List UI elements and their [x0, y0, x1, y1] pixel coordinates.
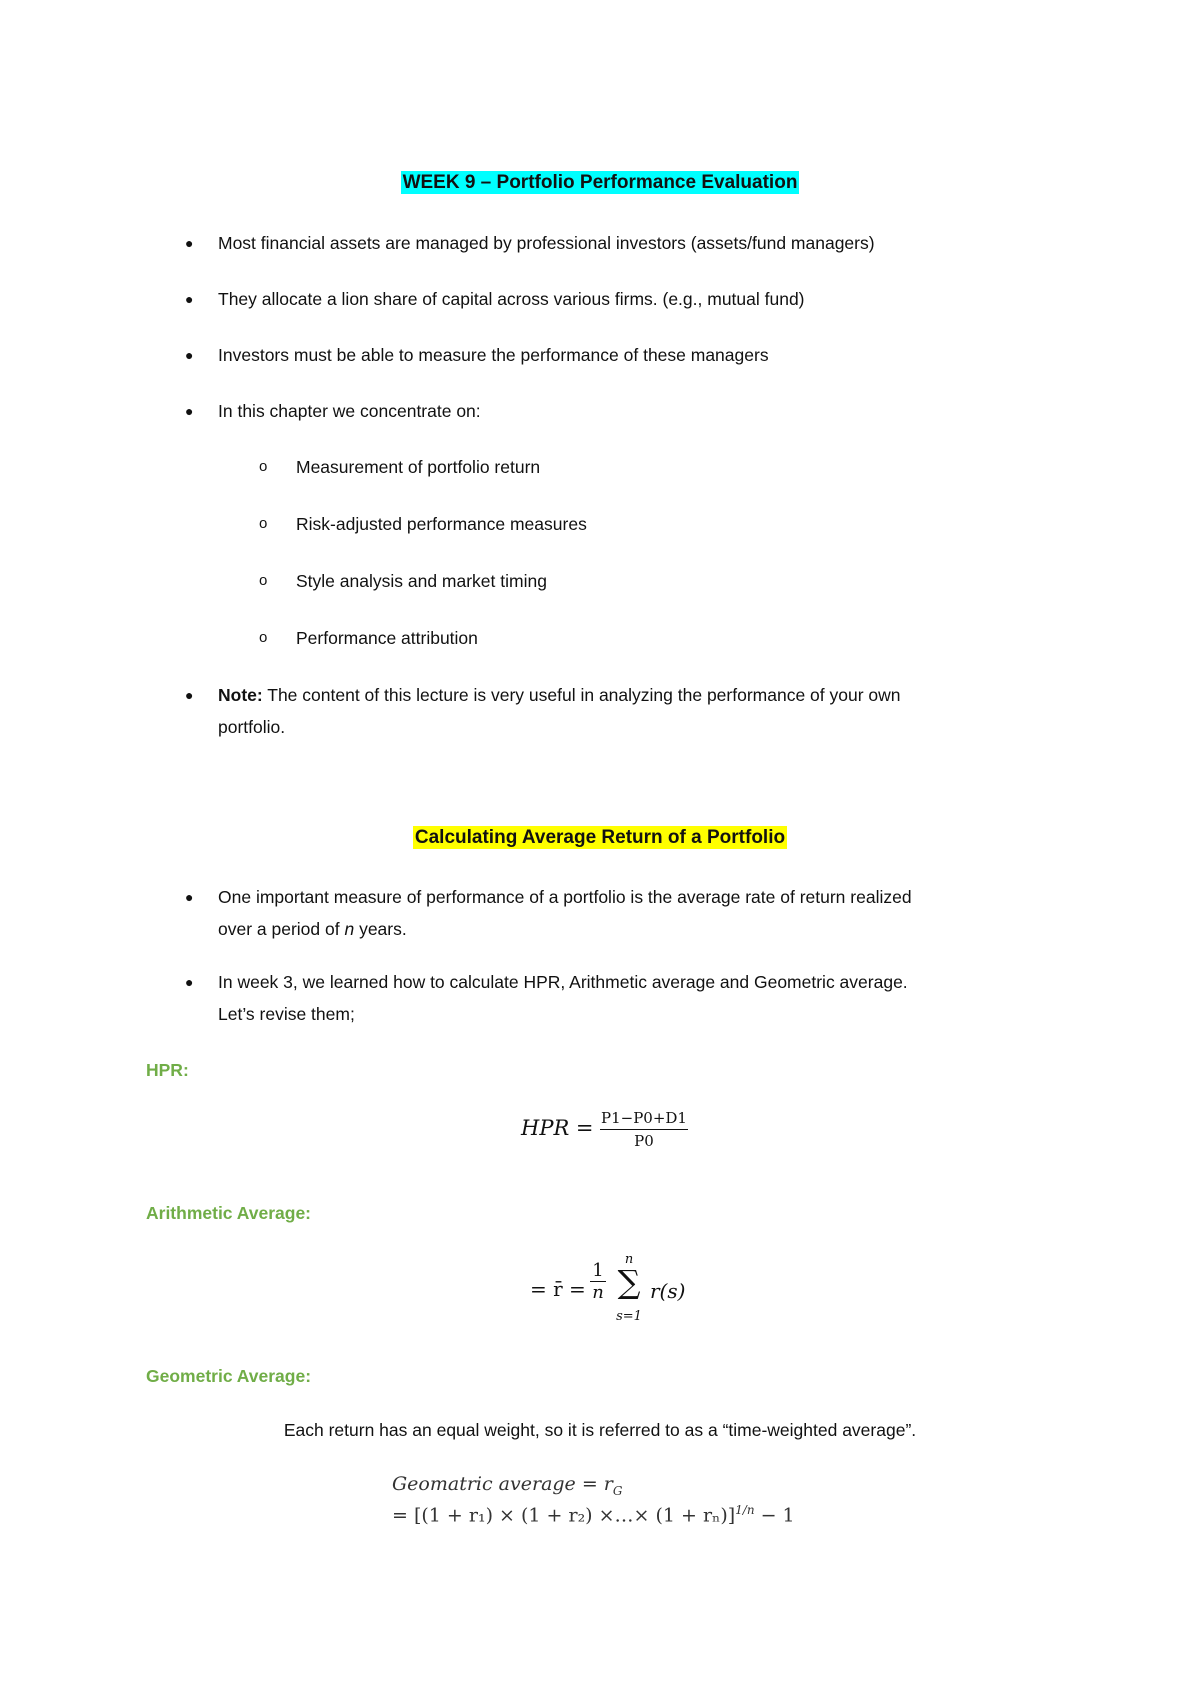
list-item-text-2: Let’s revise them;	[218, 1004, 355, 1024]
sub-list-item-text: Performance attribution	[296, 628, 478, 648]
variable-n: n	[344, 919, 355, 939]
sub-list-item-text: Measurement of portfolio return	[296, 457, 541, 477]
list-item-text: In week 3, we learned how to calculate HPR, Arithmetic average and Geometric average.	[218, 972, 908, 992]
geo-sub: G	[612, 1483, 623, 1498]
bullet-icon: ●	[185, 347, 194, 363]
bullet-icon: ●	[185, 687, 194, 703]
sigma-icon: ∑	[617, 1263, 641, 1301]
list-item	[185, 283, 805, 315]
sub-list-item	[259, 565, 547, 597]
hpr-formula-lhs	[521, 1116, 594, 1140]
circle-bullet-icon: o	[259, 515, 268, 532]
geo-formula-line1	[392, 1473, 622, 1498]
sub-list-item	[259, 622, 478, 654]
note-item	[185, 679, 1078, 743]
arith-term: r(s)	[650, 1279, 686, 1303]
bullet-icon: ●	[185, 974, 194, 990]
bullet-icon: ●	[185, 889, 194, 905]
list-item-text: In this chapter we concentrate on:	[218, 401, 481, 421]
list-item	[185, 395, 481, 427]
hpr-denominator: P0	[634, 1132, 654, 1150]
circle-bullet-icon: o	[259, 572, 268, 589]
note-label: Note:	[218, 685, 263, 705]
hpr-label: HPR:	[146, 1060, 189, 1080]
hpr-lhs-text: HPR =	[521, 1116, 594, 1140]
list-item-text-2b: years.	[354, 919, 407, 939]
list-item	[185, 227, 875, 259]
arith-upper: n	[624, 1252, 634, 1267]
sub-list-item-text: Style analysis and market timing	[296, 571, 547, 591]
section-title-text: Calculating Average Return of a Portfolio	[414, 827, 786, 848]
list-item-text-2a: over a period of	[218, 919, 345, 939]
arith-eq: = r̄ =	[530, 1277, 586, 1301]
geo-line2-text: = [(1 + r₁) × (1 + r₂) ×…× (1 + rₙ)]	[392, 1504, 736, 1527]
bullet-icon: ●	[185, 403, 194, 419]
list-item	[185, 339, 769, 371]
list-item	[185, 881, 1098, 945]
list-item-text: Investors must be able to measure the performance of these managers	[218, 345, 769, 365]
list-item-text: Most financial assets are managed by professional investors (assets/fund managers)	[218, 233, 875, 253]
geo-tail: − 1	[754, 1504, 795, 1527]
list-item-text: They allocate a lion share of capital across various firms. (e.g., mutual fund)	[218, 289, 805, 309]
arith-frac-num: 1	[590, 1260, 606, 1282]
section-title	[0, 827, 1200, 849]
geometric-note: Each return has an equal weight, so it is referred to as a “time-weighted average”.	[283, 1420, 917, 1440]
hpr-fraction	[600, 1109, 688, 1150]
page-title	[0, 172, 1200, 194]
arith-frac-den: n	[592, 1282, 604, 1303]
arith-fraction	[590, 1260, 606, 1303]
arithmetic-label: Arithmetic Average:	[146, 1203, 312, 1223]
bullet-icon: ●	[185, 235, 194, 251]
geo-formula-line2	[392, 1503, 795, 1526]
circle-bullet-icon: o	[259, 629, 268, 646]
geo-line1-text: Geomatric average = r	[392, 1473, 613, 1495]
list-item	[185, 966, 1098, 1030]
sub-list-item-text: Risk-adjusted performance measures	[296, 514, 587, 534]
page-title-text: WEEK 9 – Portfolio Performance Evaluation	[402, 172, 798, 193]
sub-list-item	[259, 508, 587, 540]
geometric-label: Geometric Average:	[146, 1366, 312, 1386]
note-text-line2: portfolio.	[218, 717, 286, 737]
circle-bullet-icon: o	[259, 458, 268, 475]
hpr-numerator: P1−P0+D1	[600, 1109, 688, 1130]
list-item-text: One important measure of performance of a portfolio is the average rate of return realized	[218, 887, 912, 907]
note-text-line1: The content of this lecture is very useful in analyzing the performance of your own	[262, 685, 901, 705]
bullet-icon: ●	[185, 291, 194, 307]
geo-exp: 1/n	[735, 1503, 755, 1517]
arith-lower: s=1	[616, 1309, 642, 1324]
sub-list-item	[259, 451, 541, 483]
